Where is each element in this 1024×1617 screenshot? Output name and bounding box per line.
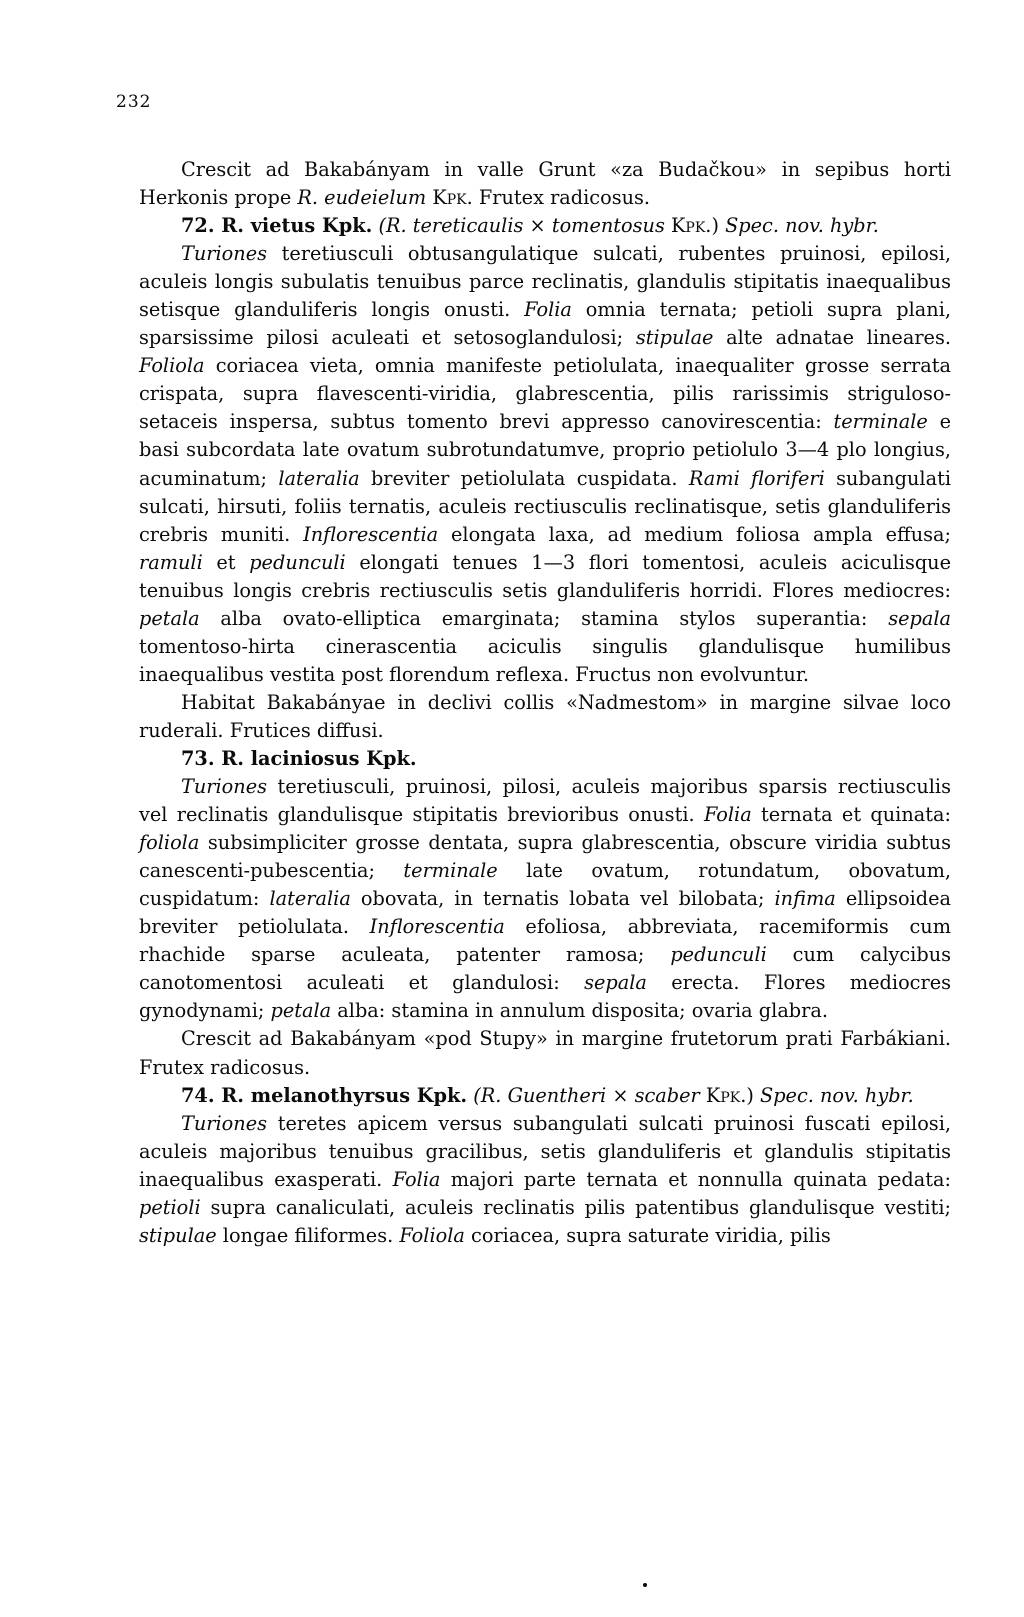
text-run: e basi subcordata late ovatum subrotundatumve, proprio petiolulo 3—4 plo longius, acuminatum;: [139, 410, 952, 490]
text-run: stipulae: [635, 326, 714, 350]
text-run: alba ovato-elliptica emarginata; stamina stylos superantia:: [199, 606, 889, 630]
text-run: tomentoso-hirta cinerascentia aciculis singulis glandulisque humilibus inaequalibus vestita post florendum reflexa. Fructus non evolvuntur.: [139, 634, 951, 686]
text-run: alte adnatae lineares.: [713, 326, 951, 350]
text-run: R. eudeielum: [297, 186, 427, 210]
text-run: sepala: [584, 971, 647, 995]
text-run: Frutex radicosus.: [472, 186, 651, 210]
text-run: lateralia: [278, 466, 360, 490]
text-run: teretiusculi, pruinosi, pilosi, aculeis majoribus sparsis rectiusculis vel reclinatis glandulisque stipitatis brevioribus onusti.: [139, 775, 951, 827]
text-run: omnia ternata; petioli supra plani, sparsissime pilosi aculeati et setosoglandulosi;: [139, 298, 952, 350]
text-run: alba: stamina in annulum disposita; ovaria glabra.: [331, 999, 828, 1023]
text-run: stipulae: [139, 1223, 217, 1247]
text-run: Turiones: [181, 1111, 267, 1135]
text-run: Turiones: [181, 242, 267, 266]
page-number: 232: [116, 92, 152, 112]
text-run: breviter petiolulata cuspidata.: [359, 466, 689, 490]
text-run: petioli: [139, 1195, 201, 1219]
text-run: Folia: [703, 803, 752, 827]
text-run: ellipsoidea breviter petiolulata.: [139, 887, 951, 939]
text-run: Spec. nov. hybr.: [725, 214, 879, 238]
text-run: Spec. nov. hybr.: [760, 1083, 914, 1107]
text-run: 74. R. melanothyrsus Kpk.: [181, 1083, 468, 1107]
text-run: ): [711, 214, 726, 238]
text-run: Turiones: [181, 775, 267, 799]
text-run: coriacea vieta, omnia manifeste petiolulata, inaequaliter grosse serrata crispata, supra flavescenti-viridia, glabrescentia, pilis rarissimis striguloso-setaceis inspersa, subtus tomento brevi appresso canovirescentia:: [139, 354, 951, 434]
text-run: cum calycibus canotomentosi aculeati et glandulosi:: [139, 943, 952, 995]
text-run: Kpk.: [432, 186, 473, 210]
text-run: teretes apicem versus subangulati sulcati pruinosi fuscati epilosi, aculeis majoribus tenuibus gracilibus, setis glanduliferis et glandulis stipitatis inaequalibus exasperati.: [139, 1111, 951, 1191]
text-run: petala: [270, 999, 332, 1023]
text-run: tomentosus: [551, 214, 665, 238]
text-body: [139, 156, 951, 1250]
text-run: ×: [523, 214, 552, 238]
text-run: pedunculi: [249, 550, 346, 574]
text-run: Habitat Bakabányae in declivi collis «Nadmestom» in margine silvae loco ruderali. Frutices diffusi.: [139, 690, 951, 742]
text-run: lateralia: [269, 887, 351, 911]
text-run: 73. R. laciniosus Kpk.: [181, 746, 417, 770]
text-run: et: [202, 550, 250, 574]
text-run: ternata et quinata:: [751, 803, 951, 827]
paragraph-habitat-eudeielum: [139, 156, 951, 212]
text-run: Crescit ad Bakabányam «pod Stupy» in margine frutetorum prati Farbákiani. Frutex radicosus.: [139, 1027, 951, 1079]
text-run: Kpk.: [705, 1083, 747, 1107]
text-run: (R. tereticaulis: [378, 214, 524, 238]
text-run: ): [746, 1083, 760, 1107]
text-run: (R. Guentheri: [473, 1083, 607, 1107]
text-run: petala: [139, 606, 200, 630]
text-run: ×: [606, 1083, 635, 1107]
text-run: terminale: [403, 859, 498, 883]
species-heading-melanothyrsus: [139, 1082, 951, 1110]
text-run: subsimpliciter grosse dentata, supra glabrescentia, obscure viridia subtus canescenti-pubescentia;: [139, 831, 951, 883]
text-run: obovata, in ternatis lobata vel bilobata;: [350, 887, 775, 911]
text-run: supra canaliculati, aculeis reclinatis pilis patentibus glandulisque vestiti;: [200, 1195, 951, 1219]
text-run: 72. R. vietus Kpk.: [181, 214, 373, 238]
text-run: Folia: [392, 1167, 441, 1191]
text-run: Folia: [524, 298, 572, 322]
text-run: Inflorescentia: [303, 522, 439, 546]
text-run: longae filiformes.: [216, 1223, 400, 1247]
text-run: infima: [774, 887, 836, 911]
text-run: sepala: [888, 606, 951, 630]
text-run: Inflorescentia: [369, 915, 505, 939]
stray-dot-mark: [643, 1583, 647, 1587]
text-run: coriacea, supra saturate viridia, pilis: [464, 1223, 831, 1247]
text-run: erecta. Flores mediocres gynodynami;: [139, 971, 951, 1023]
text-run: scaber: [634, 1083, 700, 1107]
text-run: Crescit ad Bakabányam in valle Grunt «za Budačkou» in sepibus horti Herkonis prope: [139, 158, 951, 210]
habitat-laciniosus: [139, 1025, 951, 1081]
text-run: majori parte ternata et nonnulla quinata pedata:: [440, 1167, 951, 1191]
text-run: pedunculi: [670, 943, 767, 967]
text-run: elongati tenues 1—3 flori tomentosi, aculeis aciculisque tenuibus longis crebris rectiusculis setis glanduliferis horridi. Flores mediocres:: [139, 550, 952, 602]
text-run: terminale: [833, 410, 928, 434]
species-heading-laciniosus: [139, 745, 951, 773]
text-run: teretiusculi obtusangulatique sulcati, rubentes pruinosi, epilosi, aculeis longis subulatis tenuibus parce reclinatis, glandulis stipitatis inaequalibus setisque glanduliferis longis onusti.: [139, 242, 951, 322]
text-run: subangulati sulcati, hirsuti, foliis ternatis, aculeis rectiusculis reclinatisque, setis glanduliferis crebris muniti.: [139, 466, 951, 546]
text-run: elongata laxa, ad medium foliosa ampla effusa;: [438, 522, 952, 546]
text-run: Foliola: [139, 354, 205, 378]
habitat-vietus: [139, 689, 951, 745]
species-heading-vietus: [139, 212, 951, 240]
description-laciniosus: [139, 773, 951, 1025]
text-run: Foliola: [399, 1223, 465, 1247]
text-run: ramuli: [139, 550, 203, 574]
text-run: foliola: [139, 831, 200, 855]
text-run: efoliosa, abbreviata, racemiformis cum rhachide sparse aculeata, patenter ramosa;: [139, 915, 952, 967]
text-run: Rami floriferi: [688, 466, 825, 490]
text-run: Kpk.: [671, 214, 712, 238]
text-run: late ovatum, rotundatum, obovatum, cuspidatum:: [139, 859, 951, 911]
description-melanothyrsus: [139, 1110, 951, 1250]
description-vietus: [139, 240, 951, 689]
